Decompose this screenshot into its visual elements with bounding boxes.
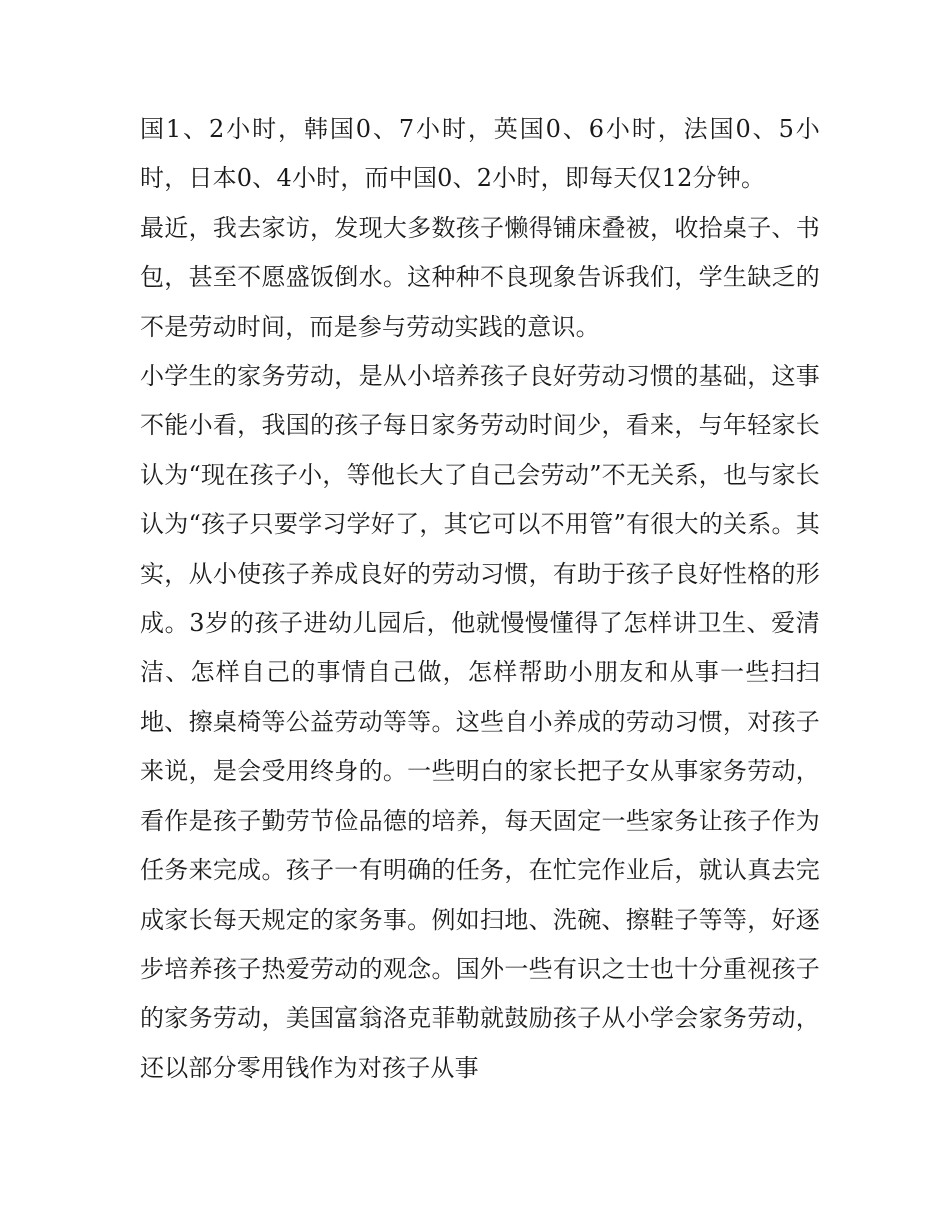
paragraph-1: 国1、2小时，韩国0、7小时，英国0、6小时，法国0、5小时，日本0、4小时，而中国0、2小时，即每天仅12分钟。 [140, 115, 820, 193]
document-page [140, 105, 820, 1093]
paragraph-3: 小学生的家务劳动，是从小培养孩子良好劳动习惯的基础，这事不能小看，我国的孩子每日家务劳动时间少，看来，与年轻家长认为“现在孩子小，等他长大了自己会劳动”不无关系，也与家长认为“孩子只要学习学好了，其它可以不用管”有很大的关系。其实，从小使孩子养成良好的劳动习惯，有助于孩子良好性格的形成。3岁的孩子进幼儿园后，他就慢慢懂得了怎样讲卫生、爱清洁、怎样自己的事情自己做，怎样帮助小朋友和从事一些扫扫地、擦桌椅等公益劳动等等。这些自小养成的劳动习惯，对孩子来说，是会受用终身的。一些明白的家长把子女从事家务劳动，看作是孩子勤劳节俭品德的培养，每天固定一些家务让孩子作为任务来完成。孩子一有明确的任务，在忙完作业后，就认真去完成家长每天规定的家务事。例如扫地、洗碗、擦鞋子等等，好逐步培养孩子热爱劳动的观念。国外一些有识之士也十分重视孩子的家务劳动，美国富翁洛克菲勒就鼓励孩子从小学会家务劳动，还以部分零用钱作为对孩子从事 [140, 362, 820, 1082]
paragraph-2: 最近，我去家访，发现大多数孩子懒得铺床叠被，收拾桌子、书包，甚至不愿盛饭倒水。这种种不良现象告诉我们，学生缺乏的不是劳动时间，而是参与劳动实践的意识。 [140, 213, 820, 341]
